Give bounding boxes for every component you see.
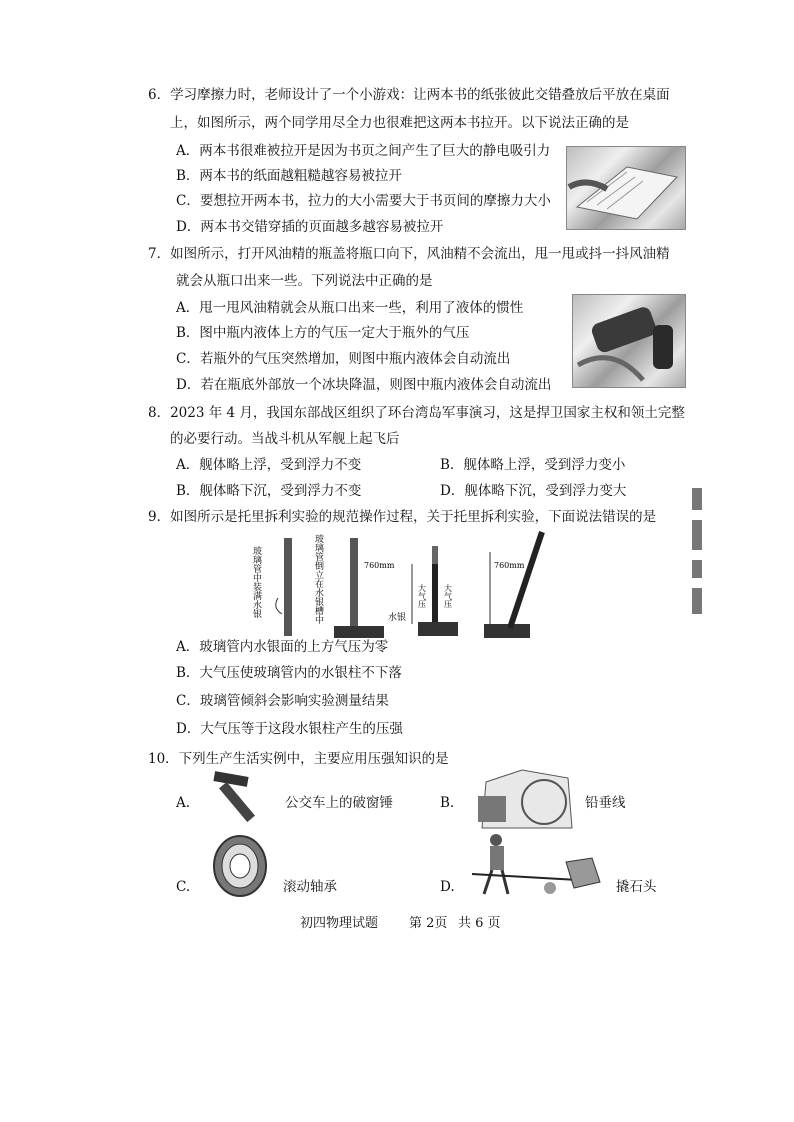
scan-artifact (688, 488, 706, 628)
footer-subject: 初四物理试题 (300, 916, 379, 931)
q7-stem-line2: 就会从瓶口出来一些。下列说法中正确的是 (176, 273, 433, 289)
books-interleaved-photo (566, 146, 686, 230)
q6-stem-line1: 6．学习摩擦力时，老师设计了一个小游戏：让两本书的纸张彼此交错叠放后平放在桌面 (148, 87, 670, 103)
fig-label-atm2: 大气压 (443, 584, 453, 608)
fig-label-h2: 760mm (494, 561, 525, 570)
books-photo-art (567, 147, 685, 229)
q7-option-a: A．甩一甩风油精就会从瓶口出来一些，利用了液体的惯性 (176, 300, 524, 316)
q10-item-b-label: 铅垂线 (585, 795, 626, 811)
q7-option-b: B．图中瓶内液体上方的气压一定大于瓶外的气压 (176, 325, 470, 341)
q10-item-a-label: 公交车上的破窗锤 (285, 795, 393, 811)
q8-option-b: B．舰体略上浮，受到浮力变小 (440, 457, 626, 473)
q9-stem: 9．如图所示是托里拆利实验的规范操作过程，关于托里拆利实验，下面说法错误的是 (148, 509, 657, 525)
q9-option-b: B．大气压使玻璃管内的水银柱不下落 (176, 665, 402, 681)
q8-stem-line1: 8．2023 年 4 月，我国东部战区组织了环台湾岛军事演习，这是捍卫国家主权和领土完整 (148, 405, 685, 421)
q8-option-a: A．舰体略上浮，受到浮力不变 (176, 457, 362, 473)
q10-item-c-label: 滚动轴承 (283, 879, 337, 895)
lever-rock-image (462, 832, 604, 900)
footer-page: 第 2页 (409, 916, 448, 931)
q6-stem-line2: 上，如图所示，两个同学用尽全力也很难把这两本书拉开。以下说法正确的是 (170, 115, 629, 131)
q7-stem-line1: 7．如图所示，打开风油精的瓶盖将瓶口向下，风油精不会流出，甩一甩或抖一抖风油精 (148, 246, 670, 262)
q8-stem-line2: 的必要行动。当战斗机从军舰上起飞后 (170, 431, 400, 447)
fig-label-h1: 760mm (364, 561, 395, 570)
q9-option-d: D．大气压等于这段水银柱产生的压强 (176, 721, 403, 737)
footer-total: 共 6 页 (458, 916, 501, 931)
q10-stem: 10．下列生产生活实例中，主要应用压强知识的是 (148, 751, 449, 767)
q7-option-d: D．若在瓶底外部放一个冰块降温，则图中瓶内液体会自动流出 (176, 377, 552, 393)
q8-option-c: B．舰体略下沉，受到浮力不变 (176, 483, 362, 499)
q6-option-b: B．两本书的纸面越粗糙越容易被拉开 (176, 168, 402, 184)
emergency-hammer-image (212, 770, 272, 828)
oil-bottle-photo (572, 294, 686, 388)
q10-item-b-letter: B. (440, 795, 455, 811)
hammer-icon (212, 770, 272, 828)
fig-label-p2: 玻璃管倒立在水银槽中 (313, 534, 323, 624)
plumb-line-icon (472, 768, 580, 830)
q6-option-d: D．两本书交错穿插的页面越多越容易被拉开 (176, 219, 444, 235)
q10-item-a-letter: A. (176, 795, 191, 811)
q7-option-c: C．若瓶外的气压突然增加，则图中瓶内液体会自动流出 (176, 351, 511, 367)
q6-option-c: C．要想拉开两本书，拉力的大小需要大于书页间的摩擦力大小 (176, 193, 551, 209)
q9-option-c: C．玻璃管倾斜会影响实验测量结果 (176, 693, 389, 709)
oil-bottle-art (573, 295, 685, 387)
q6-option-a: A．两本书很难被拉开是因为书页之间产生了巨大的静电吸引力 (176, 143, 551, 159)
bearing-icon (210, 834, 276, 898)
plumb-line-image (472, 768, 580, 830)
q8-option-d: D．舰体略下沉，受到浮力变大 (440, 483, 627, 499)
q10-item-d-letter: D. (440, 879, 455, 895)
torricelli-figure (242, 528, 572, 650)
q10-item-d-label: 撬石头 (616, 879, 657, 895)
fig-label-p1: 玻璃管中装满水银 (251, 546, 261, 618)
fig-label-atm1: 大气压 (417, 584, 427, 608)
rolling-bearing-image (210, 834, 276, 898)
fig-label-mercury: 水银 (388, 613, 407, 623)
q9-option-a: A．玻璃管内水银面的上方气压为零 (176, 639, 389, 655)
q10-item-c-letter: C. (176, 879, 191, 895)
lever-icon (462, 832, 604, 900)
torricelli-diagram (242, 528, 572, 650)
